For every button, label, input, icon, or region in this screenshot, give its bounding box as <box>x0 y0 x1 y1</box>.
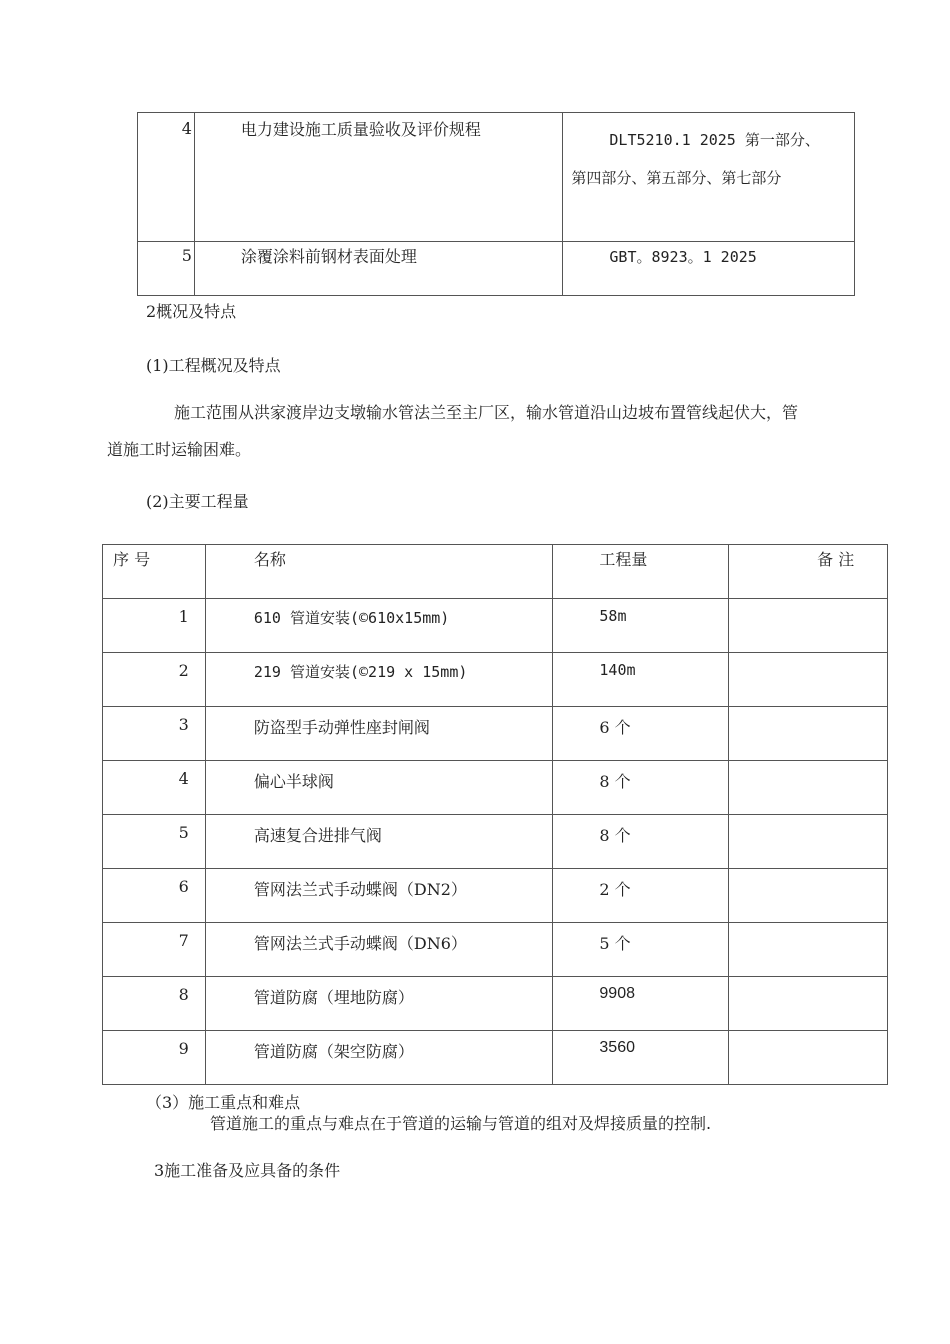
section-3-heading: 3施工准备及应具备的条件 <box>154 1161 341 1180</box>
table-row <box>103 761 888 815</box>
item-quantity: 8 个 <box>599 772 631 791</box>
row-number: 2 <box>178 661 189 680</box>
row-number: 8 <box>178 985 189 1004</box>
section-2-heading: 2概况及特点 <box>146 302 237 321</box>
subsection-2-heading: (2)主要工程量 <box>146 492 249 511</box>
item-quantity: 58m <box>599 607 627 625</box>
item-quantity: 6 个 <box>599 718 631 737</box>
header-number: 序 号 <box>113 550 151 569</box>
row-number: 6 <box>178 877 189 896</box>
table-row <box>103 707 888 761</box>
overview-paragraph-line1: 施工范围从洪家渡岸边支墩输水管法兰至主厂区，输水管道沿山边坡布置管线起伏大，管 <box>174 403 799 422</box>
row-number: 3 <box>178 715 189 734</box>
subsection-3-heading: （3）施工重点和难点 <box>146 1093 301 1112</box>
row-number: 4 <box>178 769 189 788</box>
item-name: 管网法兰式手动蝶阀（DN6） <box>253 934 467 953</box>
header-quantity: 工程量 <box>599 550 648 569</box>
item-quantity: 3560 <box>599 1039 635 1056</box>
subsection-1-heading: (1)工程概况及特点 <box>146 356 281 375</box>
item-quantity: 2 个 <box>599 880 631 899</box>
table-row <box>103 653 888 707</box>
table-row <box>138 113 855 242</box>
table-row <box>103 977 888 1031</box>
standard-name: 电力建设施工质量验收及评价规程 <box>240 120 481 139</box>
item-quantity: 9908 <box>599 985 635 1002</box>
table-row <box>138 242 855 296</box>
header-note: 备 注 <box>817 550 855 569</box>
item-name: 管道防腐（架空防腐） <box>253 1042 414 1061</box>
key-points-paragraph: 管道施工的重点与难点在于管道的运输与管道的组对及焊接质量的控制. <box>210 1114 712 1133</box>
item-quantity: 5 个 <box>599 934 631 953</box>
quantities-table <box>102 544 888 1085</box>
row-number: 5 <box>178 823 189 842</box>
overview-paragraph-line2: 道施工时运输困难。 <box>107 440 252 459</box>
item-quantity: 8 个 <box>599 826 631 845</box>
item-name: 管网法兰式手动蝶阀（DN2） <box>253 880 467 899</box>
table-row <box>103 923 888 977</box>
row-number: 5 <box>181 246 192 265</box>
item-name: 219 管道安装(©219 x 15mm) <box>253 663 468 681</box>
table-row <box>103 815 888 869</box>
table-row <box>103 869 888 923</box>
row-number: 7 <box>178 931 189 950</box>
table-row <box>103 1031 888 1085</box>
item-name: 管道防腐（埋地防腐） <box>253 988 414 1007</box>
standards-table <box>137 112 855 296</box>
item-name: 偏心半球阀 <box>253 772 334 791</box>
row-number: 9 <box>178 1039 189 1058</box>
table-row <box>103 599 888 653</box>
standard-code: DLT5210.1 2025 第一部分、 <box>609 131 820 149</box>
item-quantity: 140m <box>599 661 636 679</box>
row-number: 4 <box>181 119 192 138</box>
row-number: 1 <box>178 607 189 626</box>
standard-name: 涂覆涂料前钢材表面处理 <box>240 247 417 266</box>
item-name: 高速复合进排气阀 <box>253 826 382 845</box>
table-header-row <box>103 545 888 599</box>
standard-code: GBT。8923。1 2025 <box>609 248 757 266</box>
item-name: 防盗型手动弹性座封闸阀 <box>253 718 430 737</box>
header-name: 名称 <box>253 550 286 569</box>
standard-code-cont: 第四部分、第五部分、第七部分 <box>571 169 782 187</box>
item-name: 610 管道安装(©610x15mm) <box>253 609 450 627</box>
